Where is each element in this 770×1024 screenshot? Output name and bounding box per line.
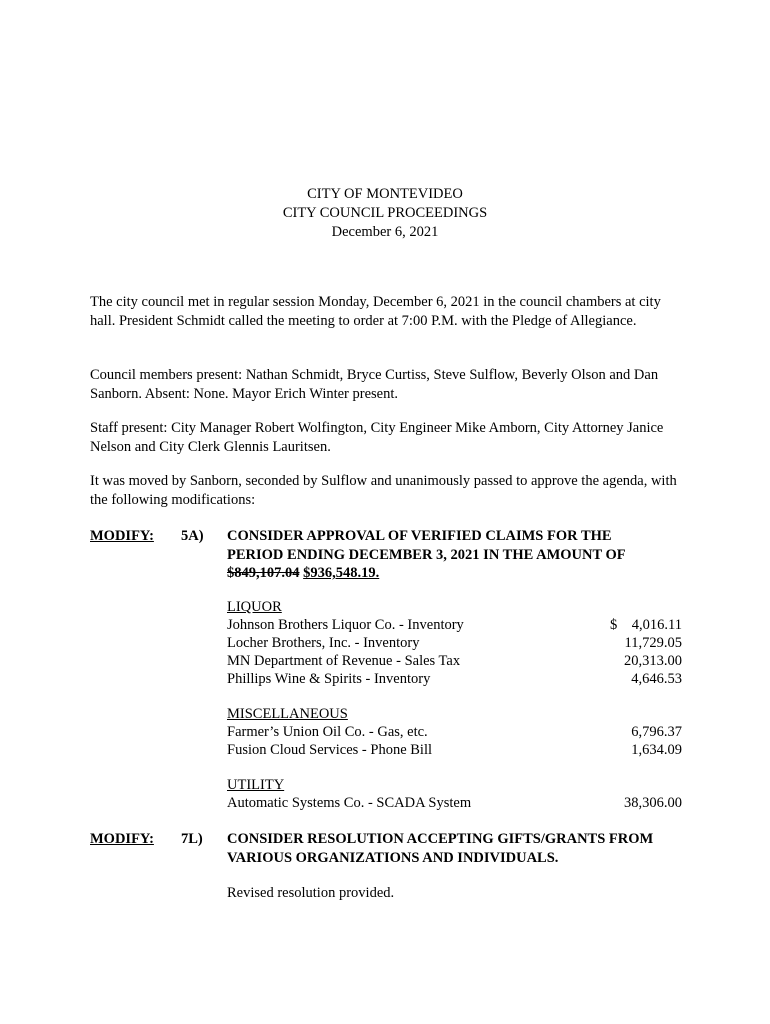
claim-row: [227, 652, 682, 670]
item-title-line: CONSIDER RESOLUTION ACCEPTING GIFTS/GRANTS FROM: [227, 831, 654, 847]
claim-description: MN Department of Revenue - Sales Tax: [227, 653, 461, 669]
revised-note: Revised resolution provided.: [227, 885, 395, 901]
claim-row: [227, 794, 682, 812]
new-amount: $936,548.19.: [303, 565, 380, 581]
claims-miscellaneous: [227, 705, 682, 759]
claim-description: Farmer’s Union Oil Co. - Gas, etc.: [227, 724, 428, 740]
modify-label: MODIFY:: [90, 528, 154, 544]
modify-label: MODIFY:: [90, 831, 154, 847]
claim-description: Johnson Brothers Liquor Co. - Inventory: [227, 617, 464, 633]
item-title-line: VARIOUS ORGANIZATIONS AND INDIVIDUALS.: [227, 849, 559, 866]
header-city: CITY OF MONTEVIDEO: [307, 186, 463, 202]
claim-row: [227, 670, 682, 688]
header-date: December 6, 2021: [331, 224, 439, 240]
claim-amount: 20,313.00: [624, 653, 682, 669]
claim-amount: $ 4,016.11: [610, 617, 682, 633]
category-heading: MISCELLANEOUS: [227, 706, 348, 722]
claim-description: Automatic Systems Co. - SCADA System: [227, 795, 472, 811]
claim-amount: 1,634.09: [631, 742, 682, 758]
document-header: [0, 185, 770, 242]
category-heading: UTILITY: [227, 777, 285, 793]
claim-description: Phillips Wine & Spirits - Inventory: [227, 671, 431, 687]
item-title-line: CONSIDER APPROVAL OF VERIFIED CLAIMS FOR THE: [227, 528, 612, 544]
paragraph-agenda: It was moved by Sanborn, seconded by Sulflow and unanimously passed to approve the agenda, with the following modifications:: [90, 473, 677, 508]
claims-liquor: [227, 598, 682, 688]
claim-description: Locher Brothers, Inc. - Inventory: [227, 635, 420, 651]
item-title: [227, 830, 687, 867]
claim-amount: 4,646.53: [631, 671, 682, 687]
claim-description: Fusion Cloud Services - Phone Bill: [227, 742, 433, 758]
category-heading: LIQUOR: [227, 599, 282, 615]
paragraph-staff: Staff present: City Manager Robert Wolfington, City Engineer Mike Amborn, City Attorney Janice Nelson and City Clerk Glennis Lauritsen.: [90, 420, 664, 455]
old-amount: $849,107.04: [227, 565, 300, 581]
header-proceedings: CITY COUNCIL PROCEEDINGS: [282, 205, 488, 221]
claim-row: [227, 723, 682, 741]
claim-amount: 11,729.05: [624, 635, 682, 651]
claim-row: [227, 634, 682, 652]
item-number: 7L): [181, 831, 203, 847]
claim-row: [227, 741, 682, 759]
paragraph-session: The city council met in regular session Monday, December 6, 2021 in the council chambers at city hall. President Schmidt called the meeting to order at 7:00 P.M. with the Pledge of Allegiance.: [90, 294, 661, 329]
item-amount-line: [227, 564, 687, 583]
claim-amount: 6,796.37: [631, 724, 682, 740]
paragraph-members: Council members present: Nathan Schmidt, Bryce Curtiss, Steve Sulflow, Beverly Olson and Dan Sanborn. Absent: None. Mayor Erich Winter present.: [90, 367, 659, 402]
claim-row: [227, 616, 682, 634]
claim-amount: 38,306.00: [624, 795, 682, 811]
item-title: [227, 527, 687, 583]
item-title-line: PERIOD ENDING DECEMBER 3, 2021 IN THE AMOUNT OF: [227, 546, 626, 563]
claims-utility: [227, 776, 682, 812]
item-number: 5A): [181, 528, 204, 544]
